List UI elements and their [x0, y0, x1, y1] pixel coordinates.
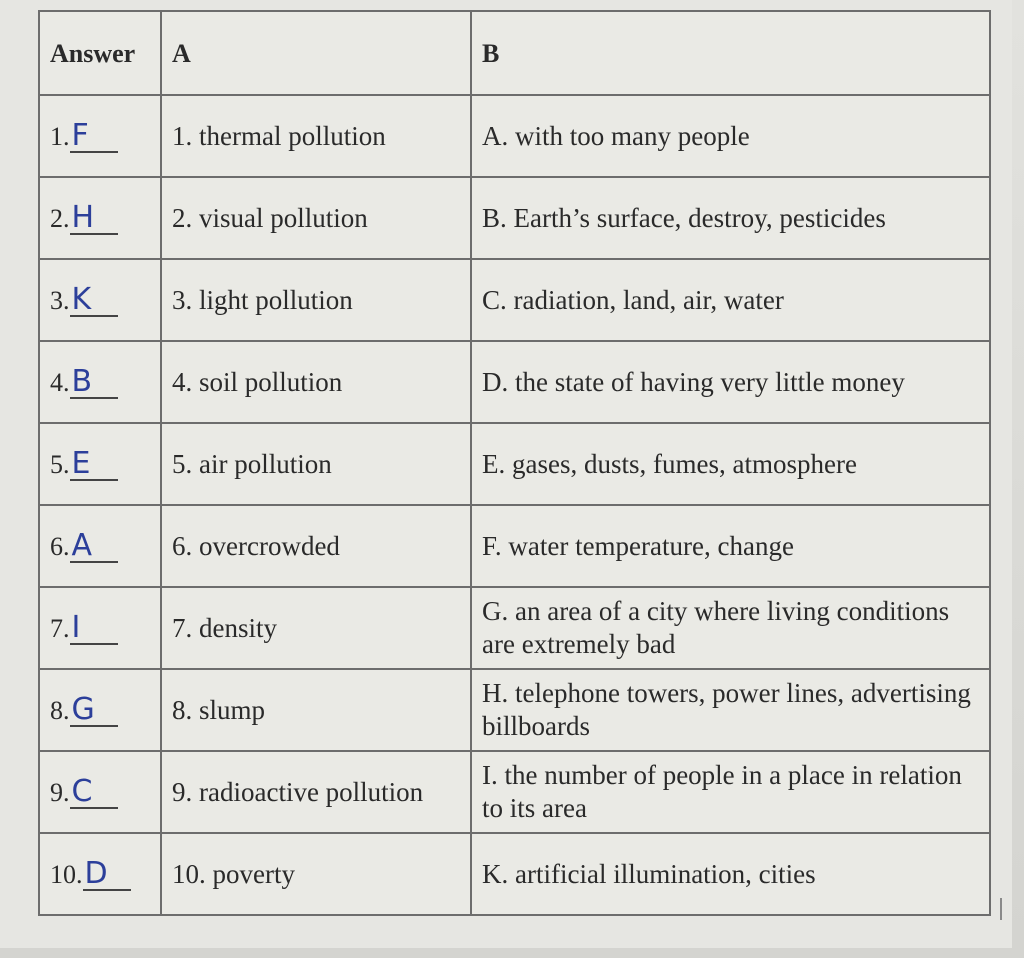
answer-number: 7. — [50, 613, 70, 643]
table-row — [39, 833, 990, 915]
answer-number: 6. — [50, 531, 70, 561]
definition-cell: E. gases, dusts, fumes, atmosphere — [471, 423, 990, 505]
table-row — [39, 177, 990, 259]
term-cell: 9. radioactive pollution — [161, 751, 471, 833]
term-cell: 3. light pollution — [161, 259, 471, 341]
answer-number: 2. — [50, 203, 70, 233]
answer-number: 4. — [50, 367, 70, 397]
definition-cell: C. radiation, land, air, water — [471, 259, 990, 341]
table-row — [39, 341, 990, 423]
term-cell: 5. air pollution — [161, 423, 471, 505]
answer-number: 5. — [50, 449, 70, 479]
answer-cell — [39, 341, 161, 423]
table-row — [39, 95, 990, 177]
answer-number: 1. — [50, 121, 70, 151]
answer-cell — [39, 423, 161, 505]
table-row — [39, 669, 990, 751]
matching-table — [38, 10, 991, 916]
handwritten-answer: K — [70, 285, 118, 317]
table-row — [39, 751, 990, 833]
handwritten-answer: B — [70, 367, 118, 399]
header-row — [39, 11, 990, 95]
term-cell: 10. poverty — [161, 833, 471, 915]
answer-cell — [39, 95, 161, 177]
table-row — [39, 259, 990, 341]
term-cell: 6. overcrowded — [161, 505, 471, 587]
definition-cell: F. water temperature, change — [471, 505, 990, 587]
answer-number: 3. — [50, 285, 70, 315]
handwritten-answer: C — [70, 777, 118, 809]
definition-cell: A. with too many people — [471, 95, 990, 177]
definition-cell: K. artificial illumination, cities — [471, 833, 990, 915]
term-cell: 2. visual pollution — [161, 177, 471, 259]
answer-column-header: Answer — [39, 11, 161, 95]
handwritten-answer: H — [70, 203, 118, 235]
definition-cell: D. the state of having very little money — [471, 341, 990, 423]
answer-cell — [39, 833, 161, 915]
term-cell: 1. thermal pollution — [161, 95, 471, 177]
handwritten-answer: A — [70, 531, 118, 563]
definition-cell: I. the number of people in a place in relation to its area — [471, 751, 990, 833]
definition-cell: B. Earth’s surface, destroy, pesticides — [471, 177, 990, 259]
answer-cell — [39, 669, 161, 751]
answer-number: 10. — [50, 859, 83, 889]
pencil-mark — [1000, 898, 1002, 920]
handwritten-answer: F — [70, 121, 118, 153]
column-b-header: B — [471, 11, 990, 95]
answer-cell — [39, 259, 161, 341]
definition-cell: H. telephone towers, power lines, advertising billboards — [471, 669, 990, 751]
handwritten-answer: D — [83, 859, 131, 891]
answer-number: 8. — [50, 695, 70, 725]
term-cell: 4. soil pollution — [161, 341, 471, 423]
answer-cell — [39, 587, 161, 669]
answer-number: 9. — [50, 777, 70, 807]
term-cell: 7. density — [161, 587, 471, 669]
table-row — [39, 587, 990, 669]
definition-cell: G. an area of a city where living conditions are extremely bad — [471, 587, 990, 669]
term-cell: 8. slump — [161, 669, 471, 751]
answer-cell — [39, 505, 161, 587]
table-row — [39, 505, 990, 587]
handwritten-answer: G — [70, 695, 118, 727]
table-row — [39, 423, 990, 505]
column-a-header: A — [161, 11, 471, 95]
handwritten-answer: E — [70, 449, 118, 481]
answer-cell — [39, 751, 161, 833]
handwritten-answer: I — [70, 613, 118, 645]
answer-cell — [39, 177, 161, 259]
